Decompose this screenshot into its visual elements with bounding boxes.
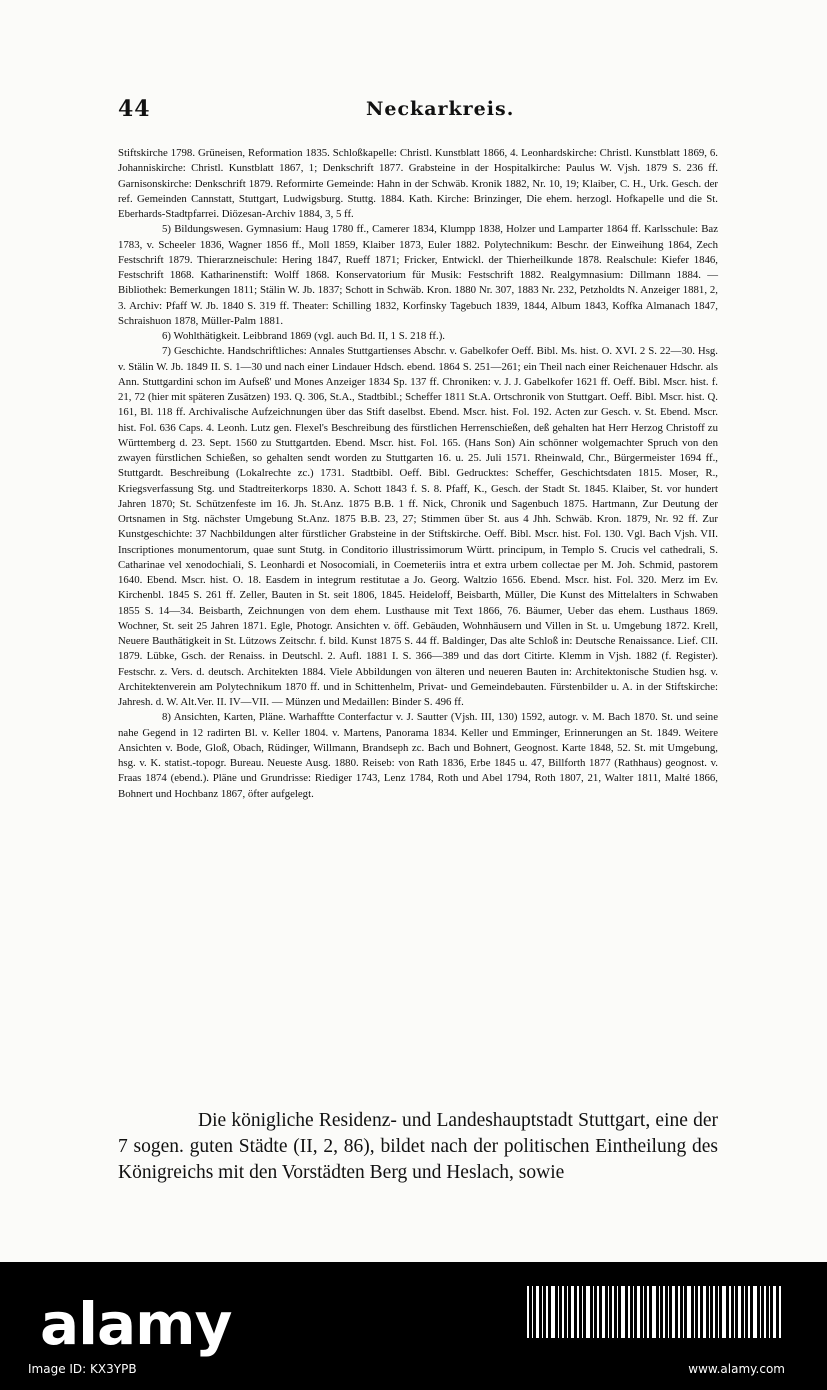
site-url: www.alamy.com	[688, 1362, 785, 1376]
main-text-block	[118, 1108, 718, 1186]
page-header	[118, 96, 718, 130]
barcode-icon	[525, 1286, 785, 1338]
main-paragraph: Die königliche Residenz- und Landeshauptstadt Stuttgart, eine der 7 sogen. guten Städte (II, 2, 86), bildet nach der politischen Eintheilung des Königreichs mit den Vorstädten Berg und Heslach, sowie	[118, 1110, 718, 1183]
brand-logo: alamy	[40, 1290, 232, 1358]
paragraph-views-maps: 8) Ansichten, Karten, Pläne. Warhafftte Conterfactur v. J. Sautter (Vjsh. III, 130) 1592, autogr. v. M. Bach 1870. St. und seine nahe Gegend in 12 radirten Bl. v. Keller 1804. v. Martens, Panorama 1834. Keller und Emminger, Erinnerungen an St. 1849. Weitere Ansichten v. Bode, Gloß, Obach, Rüdinger, Willmann, Brandseph zc. Bach und Bohnert, Geognost. Karte 1848, 52. St. mit Umgebung, hsg. v. K. statist.-topogr. Bureau. Neueste Ausg. 1880. Reiseb: von Rath 1836, Erbe 1845 u. 47, Billforth 1877 (Rathhaus) geognost. v. Fraas 1874 (ebend.). Pläne und Grundrisse: Riediger 1743, Lenz 1784, Roth und Abel 1794, Roth 1807, 21, Walter 1811, Malté 1866, Bohnert und Hochbanz 1867, öfter aufgelegt.	[118, 711, 718, 800]
image-id-label: Image ID: KX3YPB	[28, 1362, 137, 1376]
paragraph-history: 7) Geschichte. Handschriftliches: Annales Stuttgartienses Abschr. v. Gabelkofer Oeff. Bibl. Ms. hist. O. XVI. 2 S. 22—30. Hsg. v. Stälin W. Jb. 1849 II. S. 1—30 und nach einer Lindauer Hdsch. ebend. 1864 S. 251—261; ein Theil nach einer Reichenauer Hdschr. als Ann. Stuttgardini schon im Aufseß' und Mones Anzeiger 1834 Sp. 137 ff. Chroniken: v. J. J. Gabelkofer 1621 ff. Oeff. Bibl. Mscr. hist. f. 21, 72 (hier mit späteren Zusätzen) 193. Q. 306, St.A., Stadtbibl.; Scheffer 1811 St.A. Ortschronik von Stuttgart. Oeff. Bibl. Mscr. hist. Q. 161, Bl. 118 ff. Archivalische Aufzeichnungen über das Stift daselbst. Ebend. Mscr. hist. Fol. 192. Acten zur Gesch. v. St. Ebend. Mscr. hist. Fol. 636 Caps. 4. Leonh. Lutz gen. Flexel's Beschreibung des fürstlichen Herrenschießen, deß gehalten hat Herr Herzog Christoff zu Württemberg d. 23. Sept. 1560 zu Stuttgartden. Ebend. Mscr. hist. Fol. 165. (Hans Son) Ain schönner wolgemachter Spruch von den zwayen fürstlichen Schießen, so gehalten sendt worden zu Stuttgarten 16. u. 25. Juli 1571. Rheinwald, Chr., Bürgermeister 1694 ff., Stuttgardt. Beschreibung (Lokalrechte zc.) 1731. Stadtbibl. Oeff. Bibl. Gedrucktes: Scheffer, Geschichtsdaten 1815. Moser, R., Kriegsverfassung Stg. und Stadtreiterkorps 1830. A. Schott 1843 f. S. 8. Pfaff, K., Gesch. der Stadt St. 1845. Klaiber, St. vor hundert Jahren 1870; St. Schützenfeste im 16. Jh. St.Anz. 1875 B.B. 1 ff. Nick, Chronik und Sagenbuch 1875. Hartmann, Zur Deutung der Ortsnamen in Stg. nächster Umgebung St.Anz. 1875 B.B. 23, 27; Stimmen über St. aus 4 Jhh. Schwäb. Kron. 1879, Nr. 92 ff. Zur Kunstgeschichte: 37 Nachbildungen alter fürstlicher Grabsteine in der Stiftskirche. Oeff. Bibl. Mscr. hist. Fol. 130. Vgl. Bach Vjsh. VII. Inscriptiones monumentorum, quae sunt Stutg. in Conditorio illustrissimorum Württ. principum, in Templo S. Crucis vel cathedrali, S. Catharinae vel xenodochiali, S. Leonhardi et Nosocomiali, in Coemeteriis intra et extra urbem collectae per M. Joh. Schmid, pastorem 1640. Ebend. Mscr. hist. O. 18. Easdem in integrum restitutae a Jo. Georg. Waltzio 1656. Ebend. Mscr. hist. Fol. 320. Merz im Ev. Kirchenbl. 1845 S. 261 ff. Zeller, Bauten in St. seit 1806, 1845. Heideloff, Beisbarth, Müller, Die Kunst des Mittelalters in Schwaben 1855 S. 14—34. Beisbarth, Zeichnungen von dem ehem. Lusthause mit Text 1866, 76. Bäumer, Ueber das ehem. Lusthaus 1869. Wochner, St. seit 25 Jahren 1871. Egle, Photogr. Ansichten v. öff. Gebäuden, Wohnhäusern und Villen in St. u. Umgebung 1872. Krell, Neuere Bauthätigkeit in St. Lützows Zeitschr. f. bild. Kunst 1875 S. 44 ff. Baldinger, Das alte Schloß in: Deutsche Renaissance. Lief. CII. 1879. Lübke, Gsch. der Renaiss. in Deutschl. 2. Aufl. 1881 I. S. 366—389 und das dort Citirte. Klemm in Vjsh. 1882 (f. Register). Festschr. z. Vers. d. deutsch. Architekten 1884. Viele Abbildungen von älteren und neueren Bauten in: Architektonische Studien hsg. v. Architektenverein am Polytechnikum 1870 ff. und in Schittenhelm, Privat- und Gemeindebauten. Fürstenbilder u. A. in der Stiftskirche: Jahresh. d. W. Alt.Ver. II. IV—VII. — Münzen und Medaillen: Binder S. 496 ff.	[118, 345, 718, 708]
stock-watermark-banner	[0, 1262, 827, 1390]
running-head: Neckarkreis.	[366, 98, 515, 120]
footnote-block	[118, 146, 718, 802]
paragraph-charity: 6) Wohlthätigkeit. Leibbrand 1869 (vgl. auch Bd. II, 1 S. 218 ff.).	[162, 330, 446, 342]
paragraph-churches: Stiftskirche 1798. Grüneisen, Reformation 1835. Schloßkapelle: Christl. Kunstblatt 1866, 4. Leonhardskirche: Christl. Kunstblatt 1869, 6. Johanniskirche: Christl. Kunstblatt 1867, 1; Denkschrift 1877. Grabsteine in der Hospitalkirche: Paulus W. Vjsh. 1879 S. 236 ff. Garnisonskirche: Denkschrift 1879. Reformirte Gemeinde: Hahn in der Schwäb. Kronik 1882, Nr. 10, 19; Klaiber, C. H., Urk. Gesch. der ref. Gemeinden Cannstatt, Stuttgart, Ludwigsburg. Stuttg. 1884. Kath. Kirche: Brinzinger, Die ehem. herzogl. Hofkapelle und die St. Eberhards-Stadtpfarrei. Diözesan-Archiv 1884, 3, 5 ff.	[118, 147, 718, 220]
paragraph-education: 5) Bildungswesen. Gymnasium: Haug 1780 ff., Camerer 1834, Klumpp 1838, Holzer und Lamparter 1864 ff. Karlsschule: Baz 1783, v. Scheeler 1836, Wagner 1856 ff., Moll 1859, Klaiber 1873, Euler 1882. Polytechnikum: Beschr. der Einweihung 1864, Zech Festschrift 1879. Thierarzneischule: Hering 1847, Rueff 1871; Fricker, Entwickl. der Thierheilkunde 1878. Realschule: Kiefer 1846, Festschrift 1868. Katharinenstift: Wolff 1868. Konservatorium für Musik: Festschrift 1882. Realgymnasium: Dillmann 1884. — Bibliothek: Bemerkungen 1811; Stälin W. Jb. 1837; Schott in Schwäb. Kron. 1880 Nr. 307, 1883 Nr. 232, Petzholdts N. Anzeiger 1881, 2, 3. Archiv: Pfaff W. Jb. 1840 S. 319 ff. Theater: Schilling 1832, Korfinsky Tagebuch 1839, 1844, Album 1843, Koffka Almanach 1847, Schraishuon 1878, Müller-Palm 1881.	[118, 223, 718, 327]
page-number: 44	[118, 96, 151, 122]
